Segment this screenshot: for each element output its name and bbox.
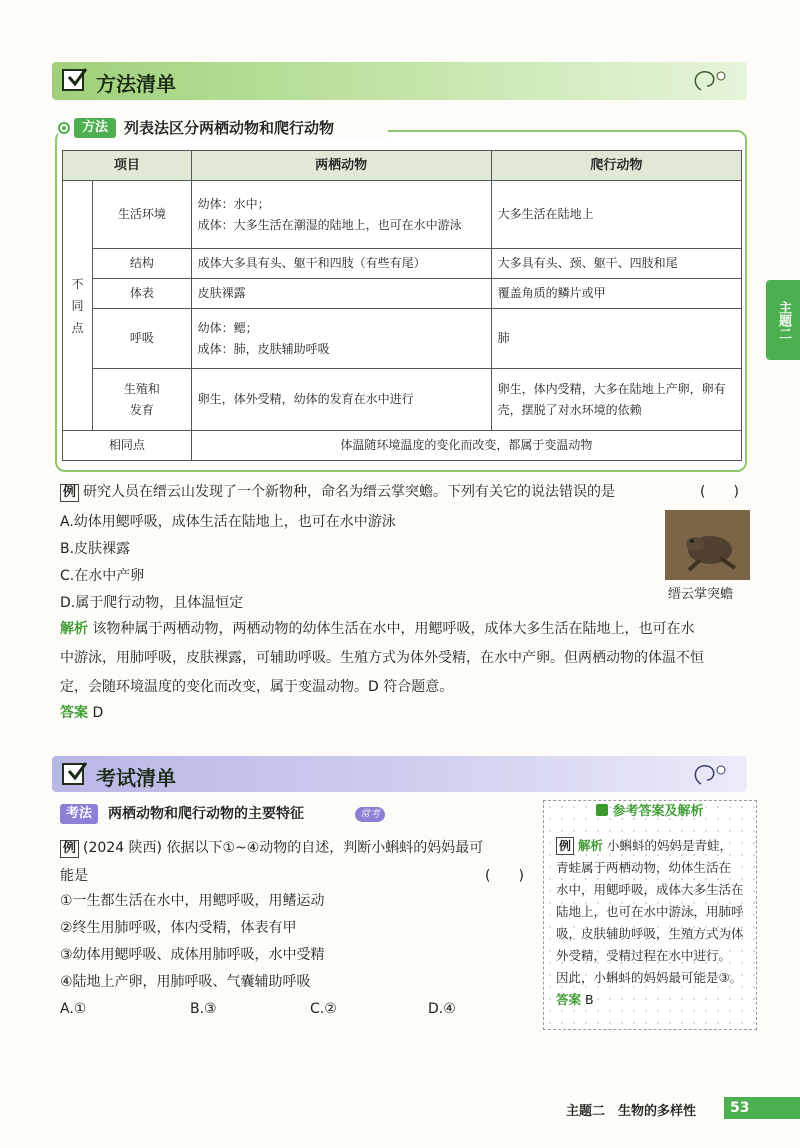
row-item: 结构	[93, 249, 192, 279]
row-amphibian: 皮肤裸露	[191, 279, 491, 309]
method-tag: 方法	[74, 118, 116, 138]
exam-option-c: C.②	[310, 1001, 337, 1017]
answer-line: 答案 D	[60, 705, 104, 721]
row-amphibian: 幼体：鳃； 成体：肺，皮肤辅助呼吸	[191, 309, 491, 369]
exam-tag: 考法	[60, 804, 98, 824]
table-header-item: 项目	[63, 151, 192, 181]
exam-section-banner	[52, 756, 747, 792]
method-title: 列表法区分两栖动物和爬行动物	[124, 119, 335, 137]
row-item: 呼吸	[93, 309, 192, 369]
row-item: 体表	[93, 279, 192, 309]
analysis-line-3: 定，会随环境温度的变化而改变，属于变温动物。D 符合题意。	[60, 679, 454, 695]
swirl-icon	[689, 760, 729, 790]
exam-header	[60, 804, 440, 826]
statement-1: ①一生都生活在水中，用鳃呼吸，用鳍运动	[60, 893, 325, 909]
checkbox-icon	[62, 763, 84, 785]
statement-3: ③幼体用鳃呼吸、成体用肺呼吸，水中受精	[60, 947, 325, 963]
side-box-title: 参考答案及解析	[544, 801, 756, 823]
option-a: A.幼体用鳃呼吸，成体生活在陆地上，也可在水中游泳	[60, 514, 396, 530]
option-b: B.皮肤裸露	[60, 541, 131, 557]
option-c: C.在水中产卵	[60, 568, 145, 584]
method-section-banner	[52, 62, 747, 100]
table-header-reptile: 爬行动物	[491, 151, 741, 181]
row-reptile: 大多生活在陆地上	[491, 181, 741, 249]
row-item: 生殖和 发育	[93, 369, 192, 431]
answer-side-box	[543, 800, 757, 1030]
answer-paren: ( )	[700, 484, 739, 500]
exam-section-title: 考试清单	[96, 766, 176, 790]
exam-paren: ( )	[485, 868, 524, 884]
analysis-line-1: 解析 该物种属于两栖动物，两栖动物的幼体生活在水中，用鳃呼吸，成体大多生活在陆地上，也可在水	[60, 621, 695, 637]
group-label: 不 同 点	[63, 181, 93, 431]
footer-text: 主题二 生物的多样性	[566, 1104, 697, 1119]
side-box-text: 例 解析 小蝌蚪的妈妈是青蛙， 青蛙属于两栖动物，幼体生活在 水中，用鳃呼吸，成体大多生活在 陆地上，也可在水中游泳，用肺呼 吸，皮肤辅助呼吸，生殖方式为体 外受精，受精过程在水中进行。 因此，小蝌蚪的妈妈最可能是③。 答案 B	[556, 838, 744, 1007]
page-number: 53	[724, 1097, 800, 1119]
exam-option-a: A.①	[60, 1001, 87, 1017]
frequent-badge: 常考	[355, 807, 385, 822]
same-label: 相同点	[63, 431, 192, 461]
exam-option-d: D.④	[428, 1001, 456, 1017]
example-question: 例 研究人员在缙云山发现了一个新物种，命名为缙云掌突蟾。下列有关它的说法错误的是	[60, 482, 615, 503]
row-amphibian: 卵生，体外受精，幼体的发育在水中进行	[191, 369, 491, 431]
table-header-amphibian: 两栖动物	[191, 151, 491, 181]
bullet-icon	[58, 122, 70, 134]
row-amphibian: 成体大多具有头、躯干和四肢（有些有尾）	[191, 249, 491, 279]
key-icon	[596, 804, 608, 816]
swirl-icon	[689, 66, 729, 96]
theme-side-tab: 主题二	[766, 280, 800, 360]
exam-question-2: 能是	[60, 868, 88, 884]
same-text: 体温随环境温度的变化而改变，都属于变温动物	[191, 431, 741, 461]
method-section-title: 方法清单	[96, 72, 176, 96]
row-reptile: 覆盖角质的鳞片或甲	[491, 279, 741, 309]
exam-option-b: B.③	[190, 1001, 217, 1017]
checkbox-icon	[62, 69, 84, 91]
method-header	[58, 118, 388, 140]
example-mark: 例	[60, 840, 79, 858]
option-d: D.属于爬行动物，且体温恒定	[60, 595, 244, 611]
statement-2: ②终生用肺呼吸，体内受精，体表有甲	[60, 920, 297, 936]
comparison-table	[62, 150, 742, 461]
photo-caption: 缙云掌突蟾	[668, 587, 734, 602]
row-reptile: 卵生，体内受精，大多在陆地上产卵，卵有 壳，摆脱了对水环境的依赖	[491, 369, 741, 431]
row-reptile: 大多具有头、颈、躯干、四肢和尾	[491, 249, 741, 279]
example-mark: 例	[60, 484, 79, 502]
analysis-line-2: 中游泳，用肺呼吸，皮肤裸露，可辅助呼吸。生殖方式为体外受精，在水中产卵。但两栖动物的体温不恒	[60, 650, 704, 666]
statement-4: ④陆地上产卵，用肺呼吸、气囊辅助呼吸	[60, 974, 311, 990]
row-item: 生活环境	[93, 181, 192, 249]
row-amphibian: 幼体：水中； 成体：大多生活在潮湿的陆地上，也可在水中游泳	[191, 181, 491, 249]
frog-photo	[665, 510, 750, 580]
exam-title: 两栖动物和爬行动物的主要特征	[108, 806, 304, 822]
exam-question-1: 例 (2024 陕西) 依据以下①~④动物的自述，判断小蝌蚪的妈妈最可	[60, 838, 483, 859]
row-reptile: 肺	[491, 309, 741, 369]
